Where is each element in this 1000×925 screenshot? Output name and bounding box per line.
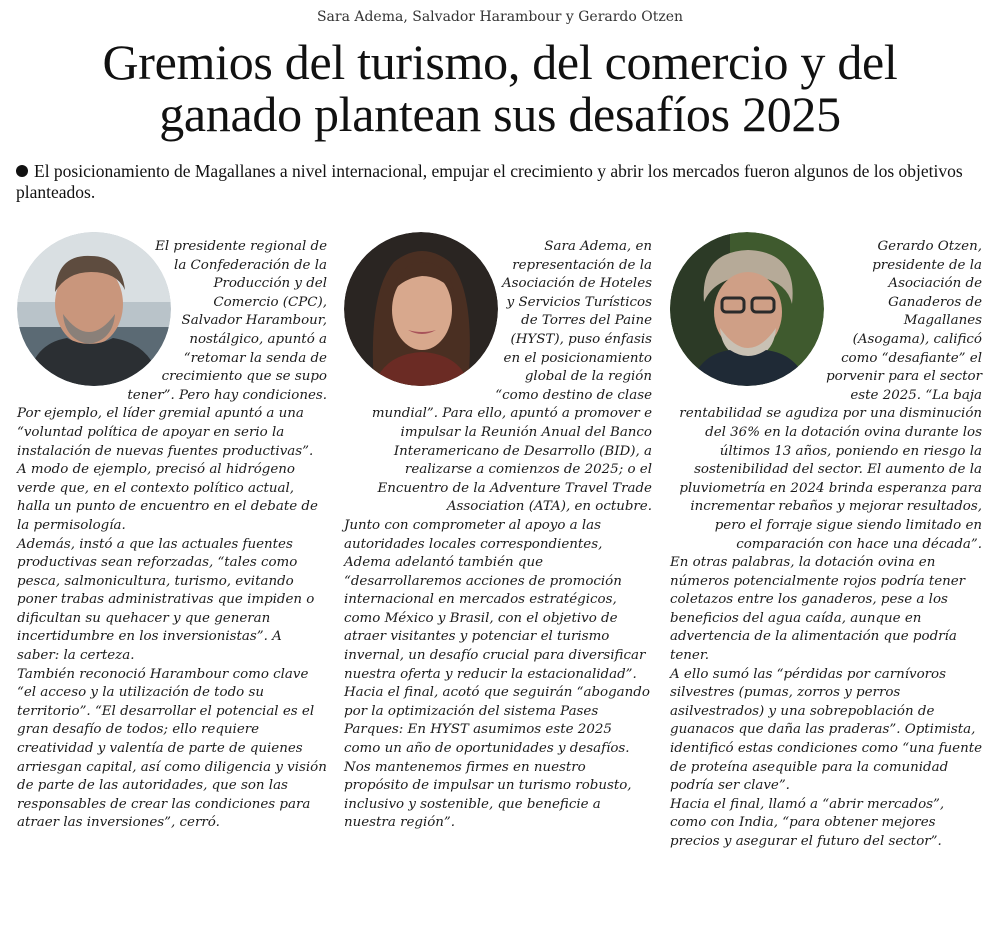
paragraph: Hacia el final, acotó que seguirán “abogando por la optimización del sistema Pases Parques: En HYST asumimos este 2025 como un año de oportunidades y desafíos. Nos mantenemos firmes en nuestro propósito de impulsar un turismo robusto, inclusivo y sostenible, que beneficie a nuestra región”. [344, 685, 650, 831]
lead-paragraph [16, 161, 974, 203]
column-harambour [17, 238, 327, 833]
paragraph: También reconoció Harambour como clave “el acceso y la utilización de todo su territorio”. “El desarrollar el potencial es el gran desafío de todos; ello requiere creatividad y valentía de parte de quienes arriesgan capital, así como diligencia y visión de parte de las autoridades, que son las responsables de crear las condiciones para atraer las inversiones”, cerró. [17, 666, 327, 831]
portrait-gerardo-otzen [670, 232, 824, 386]
bullet-icon [16, 165, 28, 177]
byline: Sara Adema, Salvador Harambour y Gerardo Otzen [316, 9, 684, 25]
column-adema [344, 238, 652, 833]
paragraph: Hacia el final, llamó a “abrir mercados”, como con India, “para obtener mejores precios y asegurar el futuro del sector”. [670, 796, 945, 849]
lead-text: El posicionamiento de Magallanes a nivel internacional, empujar el crecimiento y abrir los mercados fueron algunos de los objetivos planteados. [16, 161, 963, 202]
headline [20, 36, 980, 140]
headline-line-2: ganado plantean sus desafíos 2025 [159, 86, 841, 142]
column-otzen [670, 238, 982, 852]
portrait-salvador-harambour [17, 232, 171, 386]
portrait-sara-adema [344, 232, 498, 386]
paragraph: El presidente regional de la Confederación de la Producción y del Comercio (CPC), Salvador Harambour, nostálgico, apuntó a “retomar la senda de crecimiento que se supo tener”. Pero hay condiciones. [127, 239, 327, 403]
paragraph: Además, instó a que las actuales fuentes productivas sean reforzadas, “tales como pesca, salmonicultura, turismo, evitando poner trabas administrativas que impiden o dificultan su quehacer y que generan incertidumbre en los inversionistas”. A saber: la certeza. [17, 536, 315, 664]
paragraph: Por ejemplo, el líder gremial apuntó a una “voluntad política de apoyar en serio la instalación de nuevas fuentes productivas”. A modo de ejemplo, precisó al hidrógeno verde que, en el contexto político actual, halla un punto de encuentro en el debate de la permisología. [17, 406, 318, 533]
paragraph: Sara Adema, en representación de la Asociación de Hoteles y Servicios Turísticos de Torres del Paine (HYST), puso énfasis en el posicionamiento global de la región “como destino de clase mundial”. Para ello, apuntó a promover e impulsar la Reunión Anual del Banco Interamericano de Desarrollo (BID), a realizarse a comienzos de 2025; o el Encuentro de la Adventure Travel Trade Association (ATA), en octubre. [371, 239, 652, 515]
paragraph: Junto con comprometer al apoyo a las autoridades locales correspondientes, Adema adelantó también que “desarrollaremos acciones de promoción internacional en mercados estratégicos, como México y Brasil, con el objetivo de atraer visitantes y potenciar el turismo invernal, un desafío crucial para diversificar nuestra oferta y reducir la estacionalidad”. [344, 517, 646, 682]
paragraph: En otras palabras, la dotación ovina en números potencialmente rojos podría tener coletazos entre los ganaderos, pese a los beneficios del agua caída, aunque en advertencia de la alimentación que podría tener. [670, 555, 966, 664]
paragraph: Gerardo Otzen, presidente de la Asociación de Ganaderos de Magallanes (Asogama), calificó como “desafiante” el porvenir para el sector este 2025. “La baja rentabilidad se agudiza por una disminución del 36% en la dotación ovina durante los últimos 13 años, poniendo en riesgo la sostenibilidad del sector. El aumento de la pluviometría en 2024 brinda esperanza para incrementar rebaños y mejorar resultados, pero el forraje sigue siendo limitado en comparación con hace una década”. [679, 239, 982, 552]
headline-line-1: Gremios del turismo, del comercio y del [102, 34, 898, 90]
paragraph: A ello sumó las “pérdidas por carnívoros silvestres (pumas, zorros y perros asilvestrados) y una sobrepoblación de guanacos que daña las praderas”. Optimista, identificó estas condiciones como “una fuente de proteína asequible para la comunidad podría ser clave”. [670, 666, 983, 794]
